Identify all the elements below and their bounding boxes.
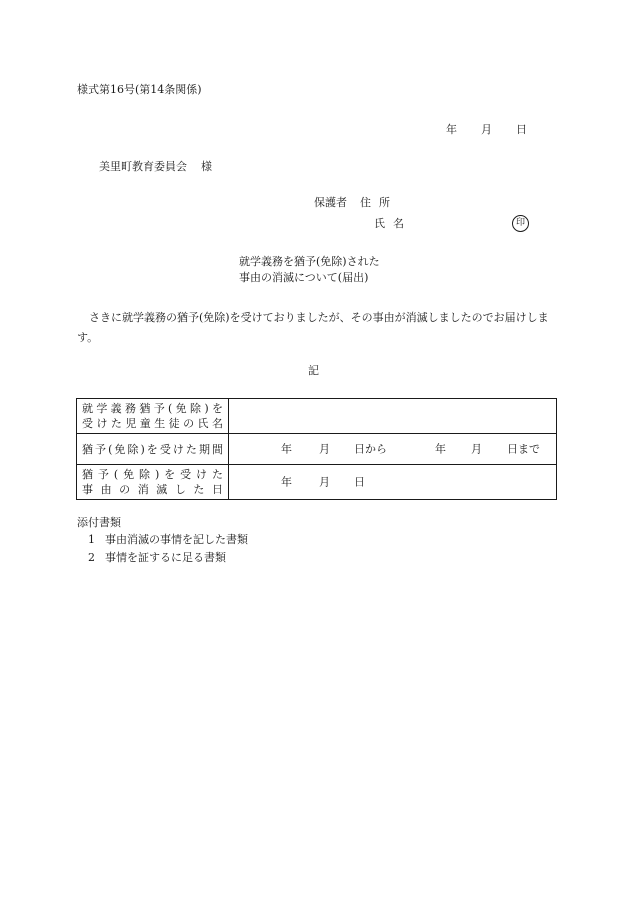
ki-heading: 記 [308,364,319,377]
period-from-day: 日から [354,442,387,456]
date-year: 年 [446,123,457,136]
address-label: 住所 [360,196,398,209]
extinction-day: 日 [354,475,365,489]
period-to-day: 日まで [507,442,540,456]
records-table [76,398,557,500]
student-name-field[interactable] [229,399,557,434]
period-from-month: 月 [319,442,330,456]
recipient-honorific: 様 [201,160,212,173]
document-title-line2: 事由の消滅について(届出) [239,271,369,284]
guardian-label: 保護者 [314,196,347,209]
extinction-date-field[interactable] [229,465,557,500]
attachment-item: 1 事由消滅の事情を記した書類 [88,533,248,546]
document-title-line1: 就学義務を猶予(免除)された [239,255,380,268]
period-to-month: 月 [471,442,482,456]
period-field[interactable] [229,434,557,465]
extinction-year: 年 [281,475,292,489]
body-text: さきに就学義務の猶予(免除)を受けておりましたが、その事由が消滅しましたのでお届けします。 [77,311,549,344]
extinction-date-label: 猶予(免除)を受けた 事由の消滅した日 [77,465,229,500]
attachments-title: 添付書類 [77,516,121,529]
date-day: 日 [516,123,527,136]
table-row [77,434,557,465]
period-from-year: 年 [281,442,292,456]
table-row [77,399,557,434]
name-label: 氏名 [374,217,412,230]
extinction-month: 月 [319,475,330,489]
form-number: 様式第16号(第14条関係) [77,83,202,96]
student-name-label: 就学義務猶予(免除)を 受けた児童生徒の氏名 [77,399,229,434]
recipient-name: 美里町教育委員会 [99,160,187,173]
period-to-year: 年 [435,442,446,456]
period-label: 猶予(免除)を受けた期間 [77,434,229,465]
seal-mark: 印 [512,215,529,232]
date-month: 月 [481,123,492,136]
table-row [77,465,557,500]
recipient [99,161,212,172]
attachment-item: 2 事情を証するに足る書類 [88,551,226,564]
